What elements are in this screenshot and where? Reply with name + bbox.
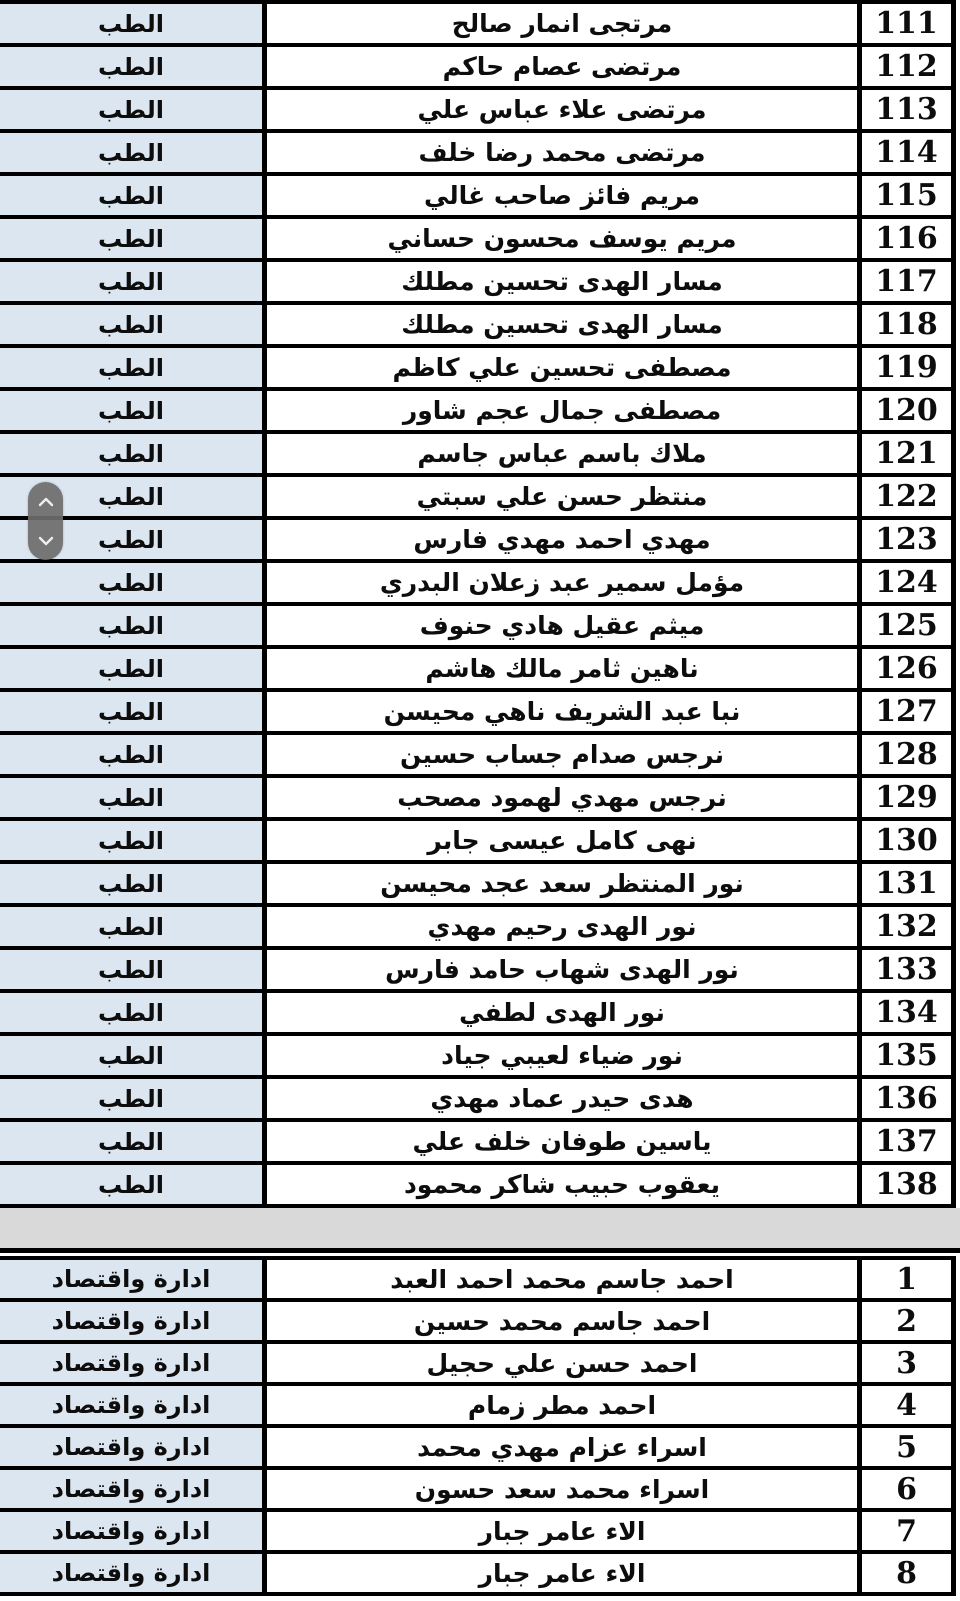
student-name-cell: نور ضياء لعيبي جياد [262, 1036, 862, 1075]
table-row [0, 348, 956, 391]
student-name-cell: مصطفى تحسين علي كاظم [262, 348, 862, 387]
department-cell: ادارة واقتصاد [0, 1260, 262, 1298]
table-row [0, 477, 956, 520]
row-number-cell: 124 [862, 563, 956, 602]
table-row [0, 1165, 956, 1208]
table-row [0, 821, 956, 864]
student-name-cell: اسراء محمد سعد حسون [262, 1470, 862, 1508]
department-cell: الطب [0, 391, 262, 430]
table-row [0, 864, 956, 907]
student-name-cell: نهى كامل عيسى جابر [262, 821, 862, 860]
table-row [0, 1036, 956, 1079]
row-number-cell: 136 [862, 1079, 956, 1118]
department-cell: الطب [0, 1036, 262, 1075]
row-number-cell: 6 [862, 1470, 956, 1508]
row-number-cell: 128 [862, 735, 956, 774]
student-name-cell: مريم فائز صاحب غالي [262, 176, 862, 215]
row-number-cell: 112 [862, 47, 956, 86]
chevron-up-icon [38, 497, 54, 507]
student-name-cell: احمد جاسم محمد احمد العبد [262, 1260, 862, 1298]
department-cell: ادارة واقتصاد [0, 1470, 262, 1508]
student-name-cell: نرجس مهدي لهمود مصحب [262, 778, 862, 817]
department-cell: الطب [0, 606, 262, 645]
table-row [0, 1344, 956, 1386]
row-number-cell: 129 [862, 778, 956, 817]
row-number-cell: 8 [862, 1554, 956, 1592]
department-cell: ادارة واقتصاد [0, 1386, 262, 1424]
table-row [0, 520, 956, 563]
student-name-cell: مرتضى علاء عباس علي [262, 90, 862, 129]
row-number-cell: 120 [862, 391, 956, 430]
student-name-cell: احمد مطر زمام [262, 1386, 862, 1424]
table-row [0, 1260, 956, 1302]
table-row [0, 1122, 956, 1165]
row-number-cell: 116 [862, 219, 956, 258]
student-name-cell: الاء عامر جبار [262, 1554, 862, 1592]
department-cell: الطب [0, 219, 262, 258]
department-cell: الطب [0, 434, 262, 473]
table-row [0, 563, 956, 606]
table-row [0, 1470, 956, 1512]
table-row [0, 391, 956, 434]
row-number-cell: 118 [862, 305, 956, 344]
row-number-cell: 119 [862, 348, 956, 387]
department-cell: الطب [0, 649, 262, 688]
table-row [0, 1554, 956, 1596]
row-number-cell: 122 [862, 477, 956, 516]
department-cell: الطب [0, 133, 262, 172]
student-name-cell: نور الهدى شهاب حامد فارس [262, 950, 862, 989]
row-number-cell: 132 [862, 907, 956, 946]
table-row [0, 907, 956, 950]
table-row [0, 950, 956, 993]
student-name-cell: احمد حسن علي حجيل [262, 1344, 862, 1382]
department-cell: الطب [0, 563, 262, 602]
table-row [0, 1386, 956, 1428]
department-cell: الطب [0, 477, 262, 516]
row-number-cell: 115 [862, 176, 956, 215]
row-number-cell: 3 [862, 1344, 956, 1382]
department-cell: الطب [0, 1122, 262, 1161]
student-name-cell: مريم يوسف محسون حساني [262, 219, 862, 258]
department-cell: الطب [0, 305, 262, 344]
row-number-cell: 137 [862, 1122, 956, 1161]
row-number-cell: 5 [862, 1428, 956, 1466]
table-row [0, 692, 956, 735]
chevron-down-icon [38, 536, 54, 546]
table-row [0, 606, 956, 649]
department-cell: ادارة واقتصاد [0, 1428, 262, 1466]
row-number-cell: 125 [862, 606, 956, 645]
table-row [0, 434, 956, 477]
student-name-cell: مهدي احمد مهدي فارس [262, 520, 862, 559]
department-cell: الطب [0, 348, 262, 387]
student-name-cell: ياسين طوفان خلف علي [262, 1122, 862, 1161]
student-name-cell: ناهين ثامر مالك هاشم [262, 649, 862, 688]
department-cell: الطب [0, 90, 262, 129]
student-name-cell: الاء عامر جبار [262, 1512, 862, 1550]
student-name-cell: احمد جاسم محمد حسين [262, 1302, 862, 1340]
row-number-cell: 121 [862, 434, 956, 473]
department-cell: الطب [0, 692, 262, 731]
row-number-cell: 126 [862, 649, 956, 688]
table-row [0, 133, 956, 176]
department-cell: الطب [0, 1079, 262, 1118]
department-cell: الطب [0, 821, 262, 860]
row-number-cell: 135 [862, 1036, 956, 1075]
student-name-cell: اسراء عزام مهدي محمد [262, 1428, 862, 1466]
student-name-cell: ملاك باسم عباس جاسم [262, 434, 862, 473]
row-number-cell: 4 [862, 1386, 956, 1424]
row-number-cell: 131 [862, 864, 956, 903]
student-name-cell: مسار الهدى تحسين مطلك [262, 262, 862, 301]
department-cell: الطب [0, 864, 262, 903]
department-cell: ادارة واقتصاد [0, 1302, 262, 1340]
table-row [0, 176, 956, 219]
section-separator [0, 1208, 960, 1253]
table-row [0, 305, 956, 348]
student-name-cell: نور المنتظر سعد عجد محيسن [262, 864, 862, 903]
student-name-cell: نبا عبد الشريف ناهي محيسن [262, 692, 862, 731]
scroll-down-button[interactable] [28, 521, 63, 560]
students-table-admin-economics [0, 1256, 956, 1596]
table-row [0, 735, 956, 778]
department-cell: الطب [0, 778, 262, 817]
student-name-cell: مؤمل سمير عبد زعلان البدري [262, 563, 862, 602]
row-number-cell: 138 [862, 1165, 956, 1204]
student-name-cell: يعقوب حبيب شاكر محمود [262, 1165, 862, 1204]
student-name-cell: نور الهدى لطفي [262, 993, 862, 1032]
student-name-cell: مرتضى عصام حاكم [262, 47, 862, 86]
scroll-up-button[interactable] [28, 482, 63, 521]
department-cell: ادارة واقتصاد [0, 1512, 262, 1550]
table-row [0, 993, 956, 1036]
student-name-cell: نرجس صدام جساب حسين [262, 735, 862, 774]
department-cell: الطب [0, 262, 262, 301]
student-name-cell: ميثم عقيل هادي حنوف [262, 606, 862, 645]
student-name-cell: مرتضى محمد رضا خلف [262, 133, 862, 172]
department-cell: الطب [0, 993, 262, 1032]
table-row [0, 1302, 956, 1344]
student-name-cell: هدى حيدر عماد مهدي [262, 1079, 862, 1118]
student-name-cell: مصطفى جمال عجم شاور [262, 391, 862, 430]
student-name-cell: نور الهدى رحيم مهدي [262, 907, 862, 946]
department-cell: الطب [0, 735, 262, 774]
row-number-cell: 2 [862, 1302, 956, 1340]
row-number-cell: 134 [862, 993, 956, 1032]
row-number-cell: 130 [862, 821, 956, 860]
department-cell: الطب [0, 4, 262, 43]
department-cell: الطب [0, 950, 262, 989]
row-number-cell: 133 [862, 950, 956, 989]
table-row [0, 47, 956, 90]
table-row [0, 1428, 956, 1470]
table-row [0, 219, 956, 262]
table-row [0, 4, 956, 47]
row-number-cell: 111 [862, 4, 956, 43]
table-row [0, 778, 956, 821]
row-number-cell: 117 [862, 262, 956, 301]
student-name-cell: مسار الهدى تحسين مطلك [262, 305, 862, 344]
department-cell: ادارة واقتصاد [0, 1554, 262, 1592]
department-cell: الطب [0, 47, 262, 86]
table-row [0, 90, 956, 133]
table-row [0, 262, 956, 305]
row-number-cell: 127 [862, 692, 956, 731]
row-number-cell: 1 [862, 1260, 956, 1298]
scroll-assist-widget[interactable] [28, 482, 63, 560]
department-cell: الطب [0, 176, 262, 215]
student-name-cell: منتظر حسن علي سبتي [262, 477, 862, 516]
department-cell: ادارة واقتصاد [0, 1344, 262, 1382]
department-cell: الطب [0, 520, 262, 559]
department-cell: الطب [0, 1165, 262, 1204]
row-number-cell: 113 [862, 90, 956, 129]
table-row [0, 1512, 956, 1554]
row-number-cell: 123 [862, 520, 956, 559]
table-row [0, 1079, 956, 1122]
row-number-cell: 7 [862, 1512, 956, 1550]
table-row [0, 649, 956, 692]
student-name-cell: مرتجى انمار صالح [262, 4, 862, 43]
department-cell: الطب [0, 907, 262, 946]
row-number-cell: 114 [862, 133, 956, 172]
